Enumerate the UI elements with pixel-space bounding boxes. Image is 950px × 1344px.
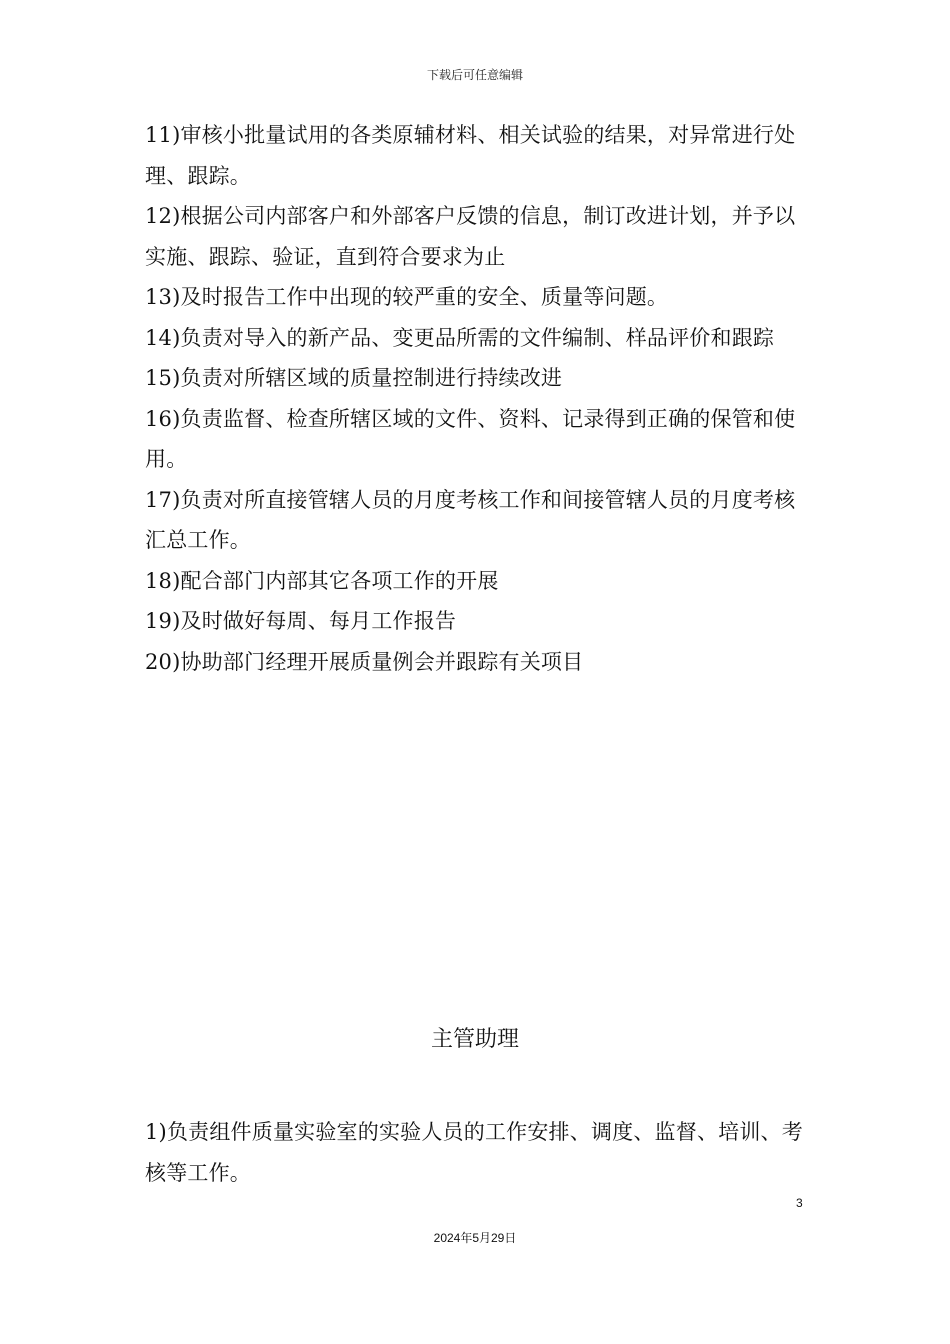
duties-list: [145, 115, 810, 682]
list-item: 13)及时报告工作中出现的较严重的安全、质量等问题。: [145, 285, 669, 309]
list-item: 20)协助部门经理开展质量例会并跟踪有关项目: [145, 649, 584, 674]
list-item: 1)负责组件质量实验室的实验人员的工作安排、调度、监督、培训、考核等工作。: [145, 1120, 803, 1185]
list-item: 19)及时做好每周、每月工作报告: [145, 609, 457, 633]
list-item: 17)负责对所直接管辖人员的月度考核工作和间接管辖人员的月度考核汇总工作。: [145, 487, 796, 552]
list-item: 15)负责对所辖区域的质量控制进行持续改进: [145, 366, 563, 390]
list-item: 16)负责监督、检查所辖区域的文件、资料、记录得到正确的保管和使用。: [145, 406, 796, 471]
section-duties-list: [145, 1112, 810, 1193]
header-note: 下载后可任意编辑: [426, 68, 523, 82]
list-item: 18)配合部门内部其它各项工作的开展: [145, 568, 499, 593]
list-item: 11)审核小批量试用的各类原辅材料、相关试验的结果，对异常进行处理、跟踪。: [145, 123, 796, 188]
list-item: 12)根据公司内部客户和外部客户反馈的信息，制订改进计划，并予以实施、跟踪、验证，直到符合要求为止: [145, 204, 796, 269]
page-number: 3: [796, 1196, 803, 1210]
footer-date: 2024年5月29日: [433, 1231, 517, 1245]
section-title: 主管助理: [430, 1027, 519, 1052]
list-item: 14)负责对导入的新产品、变更品所需的文件编制、样品评价和跟踪: [145, 325, 775, 350]
